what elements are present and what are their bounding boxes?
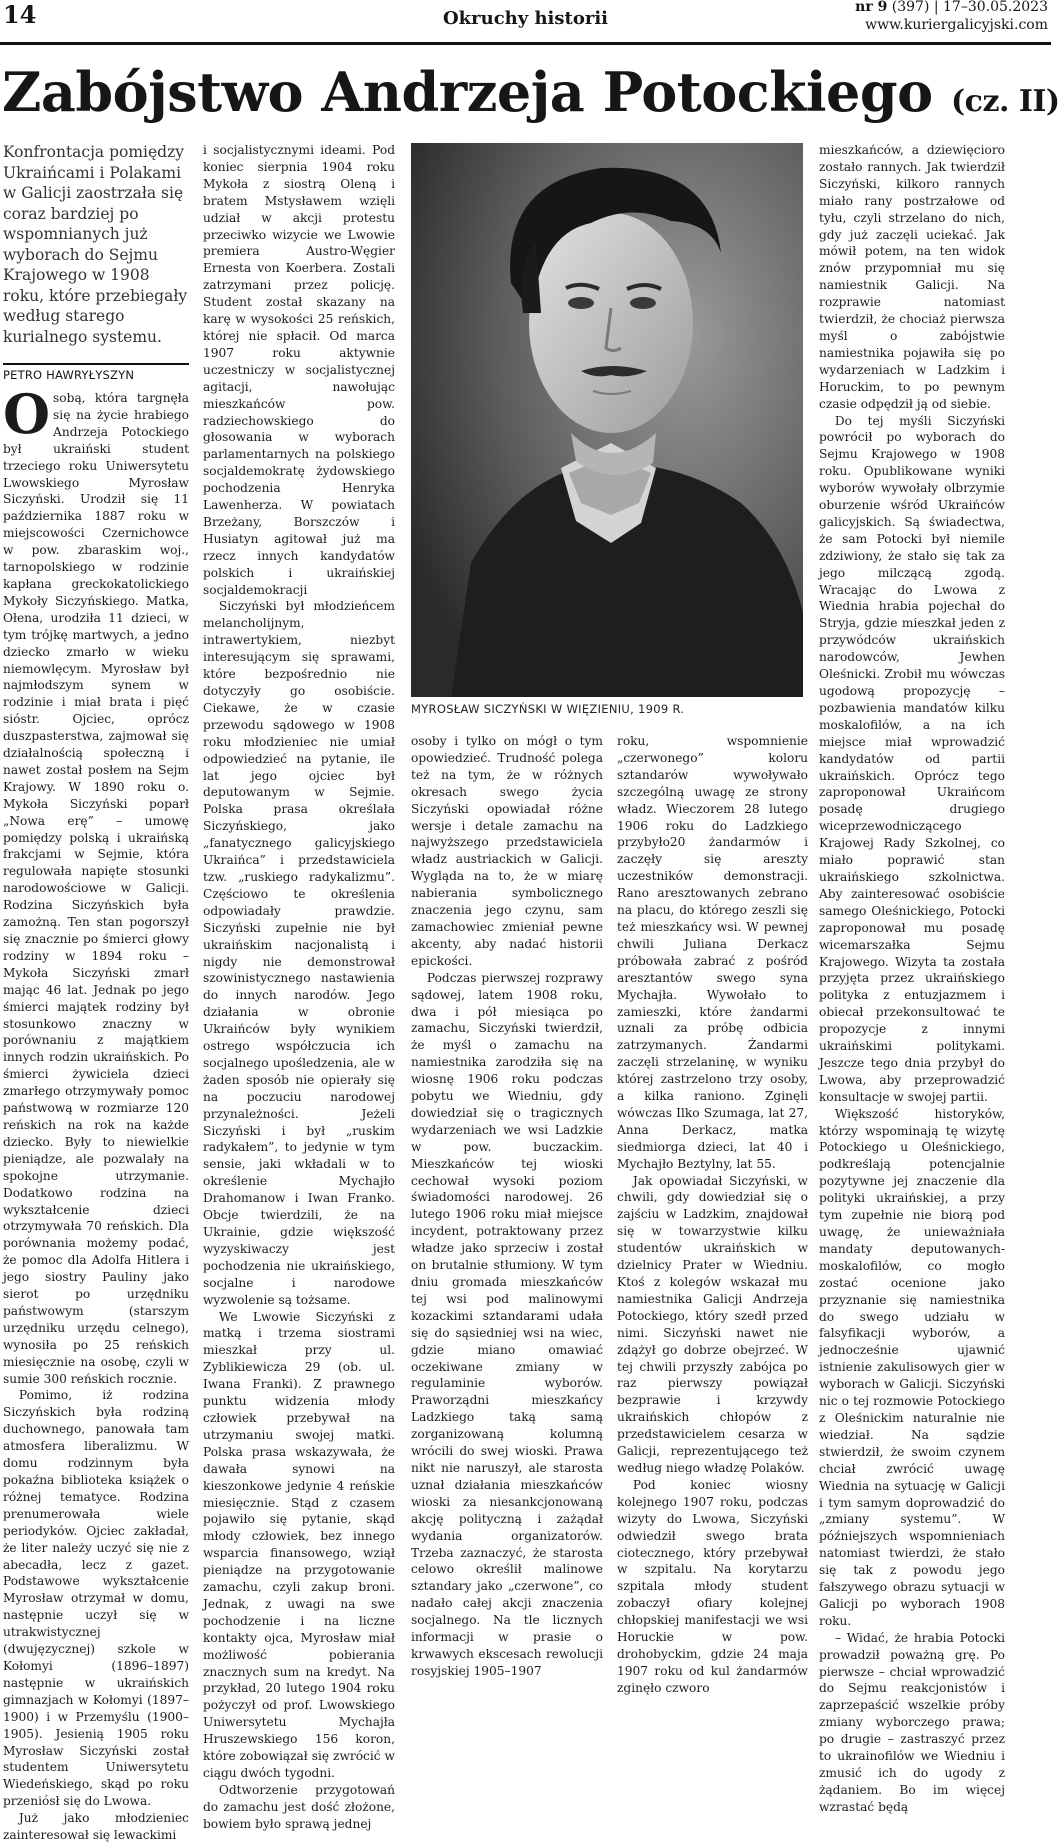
- header-rule: [0, 42, 1051, 45]
- column-4: [617, 733, 808, 1695]
- paragraph: Podczas pierwszej rozprawy sądowej, latem 1908 roku, dwa i pół miesiąca po zamachu, Siczyński twierdził, że myśl o zamachu na namiestnika zarodziła się na wiosnę 1906 roku podczas pobytu we Wiedniu, gdy dowiedział się o tragicznych wydarzeniach we wsi Ladzkie w pow. buczackim. Mieszkańców tej wioski cechował wysoki poziom świadomości narodowej. 26 lutego 1906 roku miał miejsce incydent, potraktowany przez władze jako sprzeciw i został on brutalnie stłumiony. W tym dniu gromada mieszkańców tej wsi pod malinowymi kozackimi sztandarami udała się do sąsiedniej wsi na wiec, gdzie miano omawiać oczekiwane zmiany w regulaminie wyborów. Praworządni mieszkańcy Ladzkiego taką samą zorganizowaną kolumną wrócili do swej wioski. Prawa nikt nie naruszył, ale starosta uznał działania mieszkańców wioski za niesankcjonowaną akcję polityczną i zażądał wydania organizatorów. Trzeba zaznaczyć, że starosta celowo określił malinowe sztandary jako „czerwone”, co nadało całej akcji znaczenia socjalnego. Na tle licznych informacji w prasie o krwawych ekscesach rewolucji rosyjskiej 1905–1907: [411, 970, 603, 1678]
- paragraph: Pomimo, iż rodzina Siczyńskich była rodziną duchownego, panowała tam atmosfera liberalizmu. W domu rodzinnym była pokaźna biblioteka książek o różnej tematyce. Rodzina prenumerowała wiele periodyków. Ojciec zakładał, że liter należy uczyć się nie z abecadła, lecz z gazet. Podstawowe wykształcenie Myrosław otrzymał w domu, następnie uczył się w utrakwistycznej (dwujęzycznej) szkole w Kołomyi (1896–1897) następnie w ukraińskich gimnazjach w Kołomyi (1897–1900) i w Przemyślu (1900–1905). Jesienią 1905 roku Myrosław Siczyński został studentem Uniwersytetu Wiedeńskiego, skąd po roku przeniósł się do Lwowa.: [3, 1388, 189, 1809]
- paragraph: Jak opowiadał Siczyński, w chwili, gdy dowiedział się o zajściu w Ladzkim, znajdował się w towarzystwie kilku studentów ukraińskich w dzielnicy Prater w Wiedniu. Ktoś z kolegów wskazał mu namiestnika Galicji Andrzeja Potockiego, który szedł przed nimi. Siczyński nawet nie zdążył go dobrze obejrzeć. W tej chwili przyszły zabójca po raz pierwszy powiązał bezprawie i krzywdy ukraińskich chłopów z przedstawicielem cesarza w Galicji, reprezentującego też według niego władzę Polaków.: [617, 1173, 808, 1475]
- paragraph: Już jako młodzieniec zainteresował się lewackimi: [3, 1811, 189, 1843]
- issue-info: [855, 0, 1048, 34]
- paragraph: osoby i tylko on mógł o tym opowiedzieć. Trudność polega też na tym, że w różnych okresach swego życia Siczyński opowiadał różne wersje i detale zamachu na najwyższego przedstawiciela władz austriackich w Galicji. Wygląda na to, że w miarę nabierania symbolicznego znaczenia jego czynu, sam zamachowiec zmieniał pewne akcenty, aby nadać historii epickości.: [411, 734, 603, 968]
- paragraph: Większość historyków, którzy wspominają tę wizytę Potockiego u Oleśnickiego, podkreślają potencjalnie pozytywne jej znaczenie dla polityki ukraińskiej, a przy tym zupełnie nie biorą pod uwagę, że unieważniała mandaty deputowanych-moskalofilów, co mogło zostać ocenione jako przyznanie się namiestnika do swego udziału w falsyfikacji wyborów, a jednocześnie ujawnić istnienie zakulisowych gier w wyborach w Galicji. Siczyński nic o tej rozmowie Potockiego z Oleśnickim naturalnie nie wiedział. Na sądzie stwierdził, że swoim czynem chciał zwrócić uwagę Wiednia na sytuację w Galicji i tym samym doprowadzić do „zmiany systemu”. W późniejszych wspomnieniach natomiast twierdzi, że stało się tak z powodu jego fałszywego obrazu sytuacji w Galicji po wyborach 1908 roku.: [819, 1106, 1005, 1628]
- section-title: Okruchy historii: [442, 8, 609, 29]
- column-5: [819, 142, 1005, 1814]
- page-header: [0, 0, 1051, 46]
- column-3: [411, 733, 603, 1678]
- paragraph: [3, 382, 189, 1387]
- paragraph: i socjalistycznymi ideami. Pod koniec sierpnia 1904 roku Mykoła z siostrą Oleną i bratem Mstysławem wzięli udział w akcji protestu przeciwko wizycie we Lwowie premiera Austro-Węgier Ernesta von Koerbera. Zostali zatrzymani przez policję. Student został skazany na karę w wysokości 25 reńskich, której nie spłacił. Od marca 1907 roku aktywnie uczestniczy w socjalistycznej agitacji, nawołując mieszkańców pow. radziechowskiego do głosowania w wyborach parlamentarnych na polskiego socjaldemokratę żydowskiego pochodzenia Henryka Lawenherza. W powiatach Brzeżany, Borszczów i Husiatyn agitował już ma rzecz innych kandydatów polskich i ukraińskiej socjaldemokracji: [203, 143, 395, 597]
- article-title: [2, 60, 1060, 124]
- paragraph: mieszkańców, a dziewięcioro zostało rannych. Jak twierdził Siczyński, kilkoro rannych miało rany postrzałowe od tyłu, czyli strzelano do nich, gdy już zaczęli uciekać. Jak mówił potem, na ten widok znów przypomniał mu się namiestnik Galicji. Na rozprawie natomiast twierdził, że chociaż pierwsza myśl o zabójstwie namiestnika pojawiła się po wydarzeniach w Ladzkim i Horuckim, to po pewnym czasie odpędził ją od siebie.: [819, 143, 1005, 411]
- paragraph: Odtworzenie przygotowań do zamachu jest dość złożone, bowiem było sprawą jednej: [203, 1782, 395, 1831]
- paragraph: Pod koniec wiosny kolejnego 1907 roku, podczas wizyty do Lwowa, Siczyński odwiedził swego brata ciotecznego, który przebywał w szpitalu. Na korytarzu szpitala młody student zobaczył ofiary kolejnej chłopskiej manifestacji we wsi Horuckie w pow. drohobyckim, gdzie 24 maja 1907 roku od kul żandarmów zginęło czworo: [617, 1477, 808, 1695]
- portrait-photo: [411, 143, 803, 697]
- page-number: 14: [3, 0, 37, 29]
- paragraph: We Lwowie Siczyński z matką i trzema siostrami mieszkał przy ul. Zyblikiewicza 29 (ob. ul. Iwana Franki). Z prawnego punktu widzenia młody człowiek przebywał na utrzymaniu swojej matki. Polska prasa wskazywała, że dawała synowi na kieszonkowe jedynie 4 reńskie miesięcznie. Stąd z czasem pojawiło się pytanie, skąd młody człowiek, bez innego wsparcia finansowego, wziął pieniądze na przygotowanie zamachu, czyli zakup broni. Jednak, z uwagi na swe pochodzenie i na liczne kontakty ojca, Myrosław miał możliwość pobierania znacznych sum na kredyt. Na przykład, 20 lutego 1904 roku pożyczył od prof. Lwowskiego Uniwersytetu Mychajła Hruszewskiego 156 koron, które zobowiązał się zwrócić w ciągu dwóch tygodni.: [203, 1309, 395, 1780]
- photo-caption: MYROSŁAW SICZYŃSKI W WIĘZIENIU, 1909 R.: [411, 702, 685, 716]
- paragraph: Do tej myśli Siczyński powrócił po wyborach do Sejmu Krajowego w 1908 roku. Opublikowane wyniki wyborów wywołały olbrzymie oburzenie wśród Ukraińców galicyjskich. Są świadectwa, że sam Potocki był niemile zdziwiony, że stało się tak za jego milczącą zgodą. Wracając do Lwowa z Wiednia hrabia pojechał do Stryja, gdzie mieszkał jeden z przywódców ukraińskich narodowców, Jewhen Oleśnicki. Zrobił mu wówczas ugodową propozycję – pozbawienia mandatów kilku moskalofilów, a na ich miejsce miał wprowadzić kandydatów od partii ukraińskich. Oprócz tego zaproponował Ukraińcom posadę drugiego wiceprzewodniczącego Krajowej Rady Szkolnej, co miało poprawić stan ukraińskiego szkolnictwa. Aby zainteresować osobiście samego Oleśnickiego, Potocki zaproponował mu posadę wicemarszałka Sejmu Krajowego. Wizyta ta została przyjęta przez ukraińskiego polityka z entuzjazmem i obiecał przekonsultować te propozycje z innymi ukraińskimi politykami. Jeszcze tego dnia przybył do Lwowa, aby przeprowadzić konsultacje w swojej partii.: [819, 413, 1005, 1104]
- paragraph-text: sobą, która targnęła się na życie hrabiego Andrzeja Potockiego był ukraiński student trzeciego roku Uniwersytetu Lwowskiego Myrosław Siczyński. Urodził się 11 października 1887 roku w miejscowości Czernichowce w pow. zbaraskim woj., tarnopolskiego w rodzinie kapłana greckokatolickiego Mykoły Siczyńskiego. Matka, Ołena, urodziła 11 dzieci, w tym trójkę martwych, a jedno dziecko zmarło w wieku niemowlęcym. Myrosław był najmłodszym synem w rodzinie i miał brata i pięć sióstr. Ojciec, oprócz duszpasterstwa, zajmował się działalnością społeczną i nawet został posłem na Sejm Krajowy. W 1890 roku o. Mykoła Siczyński poparł „Nowa erę” – umowę pomiędzy polską i ukraińską frakcjami w Sejmie, która regulowała napięte stosunki narodowościowe w Galicji. Rodzina Siczyńskich była zamożną. Ten stan pogorszył się znacznie po śmierci głowy rodziny w 1894 roku – Mykoła Siczyński zmarł mając 46 lat. Jednak po jego śmierci majątek rodziny był stosunkowo znaczny w porównaniu z majątkiem innych rodzin ukraińskich. Po śmierci żywiciela dzieci zmarłego otrzymywały pomoc państwową w rozmiarze 120 reńskich na rok na każde dziecko. Były to niewielkie pieniądze, ale pozwalały na spokojne utrzymanie. Dodatkowo rodzina na wykształcenie dzieci otrzymywała 70 reńskich. Dla porównania możemy podać, że pomoc dla Adolfa Hitlera i jego siostry Pauliny jako sierot po urzędniku państwowym (starszym urzędniku urzędu celnego), wynosiła po 25 reńskich miesięcznie na osobę, czyli w sumie 300 reńskich rocznie.: [3, 391, 189, 1386]
- column-2: [203, 142, 395, 1831]
- website-link[interactable]: www.kuriergalicyjski.com: [865, 17, 1048, 33]
- paragraph: roku, wspomnienie „czerwonego” koloru sztandarów wywoływało szczególną uwagę ze strony władz. Wieczorem 28 lutego 1906 roku do Ladzkiego przybyło20 żandarmów i zaczęły się areszty uczestników demonstracji. Rano aresztowanych zebrano na placu, do którego zeszli się też mieszkańcy wsi. W pewnej chwili Juliana Derkacz próbowała zabrać z pośród aresztantów swego syna Mychajła. Wywołało to zamieszki, które żandarmi uznali za próbę odbicia zatrzymanych. Żandarmi zaczęli strzelaninę, w wyniku której zastrzelono trzy osoby, a kilka raniono. Zginęli wówczas Ilko Szumaga, lat 27, Anna Derkacz, matka siedmiorga dzieci, lat 40 i Mychajło Beztylny, lat 55.: [617, 734, 808, 1171]
- drop-cap: O: [3, 382, 51, 446]
- article-author: PETRO HAWRYŁYSZYN: [3, 368, 135, 382]
- article-part: (cz. II): [950, 84, 1060, 119]
- column-1: [3, 382, 189, 1843]
- article-title-text: Zabójstwo Andrzeja Potockiego: [2, 60, 933, 124]
- paragraph: – Widać, że hrabia Potocki prowadził poważną grę. Po pierwsze – chciał wprowadzić do Sejmu reakcjonistów i zaprzepaścić wszelkie próby zmiany wyborczego prawa; po drugie – zastraszyć przez to ukrainofilów we Wiedniu i zmusić ich do ugody z żądaniem. Bo im więcej wzrastać będą: [819, 1630, 1005, 1814]
- issue-date: (397) | 17–30.05.2023: [887, 0, 1048, 15]
- paragraph: Siczyński był młodzieńcem melancholijnym, intrawertykiem, niezbyt interesującym się sprawami, które bezpośrednio nie dotyczyły go osobiście. Ciekawe, że w czasie przewodu sądowego w 1908 roku młodzieniec nie umiał odpowiedzieć na pytanie, ile lat jego ojciec był deputowanym w Sejmie. Polska prasa określała Siczyńskiego, jako „fanatycznego galicyjskiego Ukraińca” i przedstawiciela tzw. „ruskiego radykalizmu”. Częściowo te określenia odpowiadały prawdzie. Siczyński zupełnie nie był ukraińskim nacjonalistą i nigdy nie demonstrował szowinistycznego nastawienia do innych narodów. Jego działania w obronie Ukraińców były wynikiem ostrego współczucia ich socjalnego upośledzenia, ale w żaden sposób nie opierały się na poczuciu narodowej przynależności. Jeżeli Siczyński i był „ruskim radykałem”, to jedynie w tym sensie, jaki wkładali w to określenie Mychajło Drahomanow i Iwan Franko. Obcje twierdzili, że na Ukrainie, gdzie większość wyzyskiwaczy jest pochodzenia nie ukraińskiego, socjalne i narodowe wyzwolenie są tożsame.: [203, 599, 395, 1307]
- portrait-image: [411, 143, 803, 697]
- author-rule: [3, 363, 189, 365]
- issue-number: nr 9: [855, 0, 888, 15]
- article-lead: Konfrontacja pomiędzy Ukraińcami i Polakami w Galicji zaostrzała się coraz bardziej po wspomnianych już wyborach do Sejmu Krajowego w 1908 roku, które przebiegały według starego kurialnego systemu.: [3, 143, 188, 346]
